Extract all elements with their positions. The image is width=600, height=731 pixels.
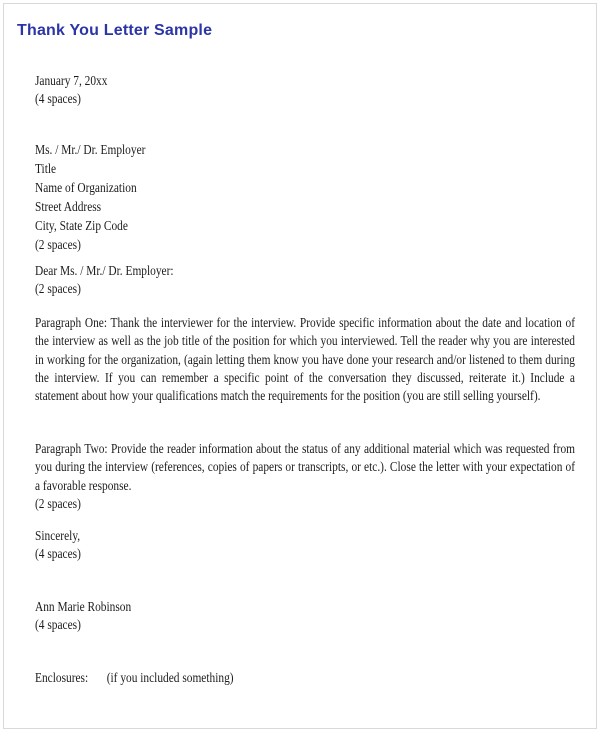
closing-line: Sincerely, (35, 528, 81, 543)
signature-block (35, 598, 575, 634)
spacing-note: (4 spaces) (35, 617, 81, 632)
spacing-note: (4 spaces) (35, 546, 81, 561)
paragraph-one: Paragraph One: Thank the interviewer for the interview. Provide specific information about the date and location of the interview as well as the job title of the position for which you interviewed. Tell the reader why you are interested in working for the organization, (again letting them know you have done your research and/or listened to them during the interview. If you can remember a specific point of the conversation they discussed, reiterate it.) Include a statement about how your qualifications match the requirements for the position (you are still selling yourself). (35, 315, 575, 404)
recipient-line: Ms. / Mr./ Dr. Employer (35, 142, 146, 157)
recipient-line: Street Address (35, 199, 102, 214)
enclosures-note: (if you included something) (106, 670, 234, 685)
recipient-line: Name of Organization (35, 180, 137, 195)
salutation-line: Dear Ms. / Mr./ Dr. Employer: (35, 263, 174, 278)
recipient-block (35, 140, 575, 254)
date-block (35, 72, 575, 108)
spacing-note: (2 spaces) (35, 237, 81, 252)
paragraph-one-block (35, 314, 575, 405)
paragraph-two: Paragraph Two: Provide the reader information about the status of any additional material which was requested from you during the interview (references, copies of papers or transcripts, or etc.). Close the letter with your expectation of a favorable response. (35, 441, 575, 493)
date-line: January 7, 20xx (35, 73, 108, 88)
page-title: Thank You Letter Sample (17, 22, 213, 39)
enclosures-label: Enclosures: (35, 670, 89, 685)
recipient-line: City, State Zip Code (35, 218, 128, 233)
closing-block (35, 527, 575, 563)
signature-name: Ann Marie Robinson (35, 599, 132, 614)
letter-body (35, 0, 575, 731)
salutation-block (35, 262, 575, 298)
paragraph-two-block (35, 440, 575, 513)
spacing-note: (2 spaces) (35, 281, 81, 296)
enclosures-block (35, 669, 575, 687)
spacing-note: (4 spaces) (35, 91, 81, 106)
recipient-line: Title (35, 161, 57, 176)
spacing-note: (2 spaces) (35, 495, 81, 511)
